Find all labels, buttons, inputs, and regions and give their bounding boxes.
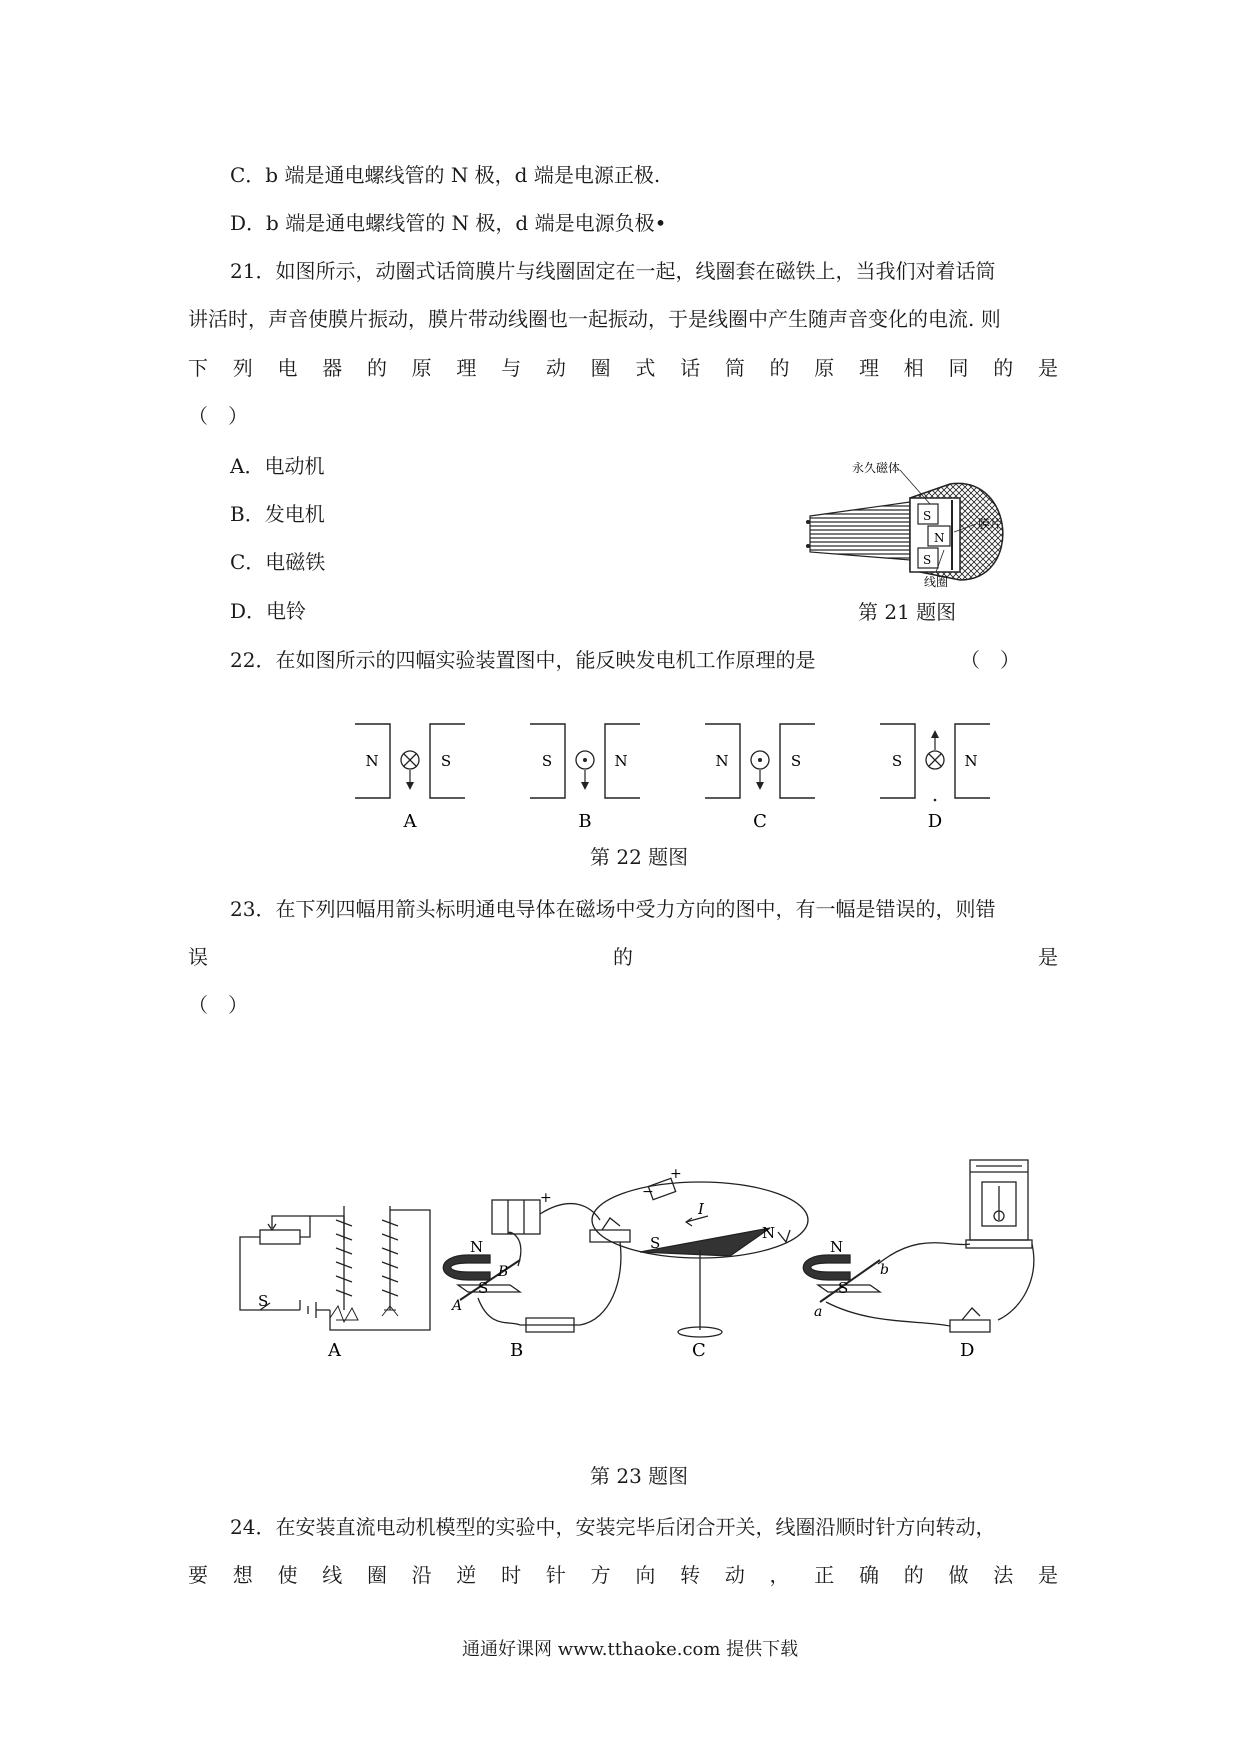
q21-option-d: D．电铃	[230, 599, 307, 623]
q23-d-rod-b: b	[880, 1262, 889, 1278]
q22-panel-b	[530, 724, 640, 832]
q22-panel-c	[705, 724, 815, 832]
q21-fig-label-magnet: 永久磁体	[852, 461, 901, 475]
q22-d-left-pole: S	[891, 752, 903, 770]
q21-answer-paren: （ ）	[188, 404, 248, 428]
q21-fig-pole-s-bottom: S	[923, 553, 932, 567]
q22-b-right-pole: N	[614, 752, 628, 770]
q22-c-left-pole: N	[715, 752, 729, 770]
q21-microphone-figure	[800, 460, 1020, 590]
q22-answer-paren: （ ）	[960, 648, 1020, 672]
q20-option-c: C．b 端是通电螺线管的 N 极，d 端是电源正极.	[230, 163, 661, 187]
q23-c-plus: +	[670, 1166, 682, 1182]
q23-panel-a	[240, 1206, 430, 1330]
q23-b-plus: +	[540, 1190, 552, 1206]
q22-c-right-pole: S	[790, 752, 802, 770]
q21-fig-pole-n: N	[934, 531, 945, 545]
q23-b-n: N	[470, 1238, 484, 1256]
q23-b-s: S	[478, 1279, 489, 1297]
q22-stem: 22．在如图所示的四幅实验装置图中，能反映发电机工作原理的是	[230, 648, 816, 672]
q23-c-s: S	[650, 1234, 661, 1252]
q22-a-left-pole: N	[365, 752, 379, 770]
q23-c-letter: C	[692, 1340, 706, 1361]
page-footer: 通通好课网 www.tthaoke.com 提供下载	[462, 1639, 799, 1660]
q23-panel-b	[443, 1200, 630, 1332]
q21-option-a: A．电动机	[230, 454, 325, 478]
q23-stem-line1: 23．在下列四幅用箭头标明通电导体在磁场中受力方向的图中，有一幅是错误的，则错	[230, 897, 996, 921]
q22-panel-a	[355, 724, 465, 832]
q21-fig-label-coil: 线圈	[924, 575, 949, 589]
q23-c-minus: −	[642, 1184, 654, 1200]
q22-panel-d	[880, 724, 990, 832]
q22-a-letter: A	[403, 811, 417, 832]
q22-figure	[340, 710, 1020, 840]
q23-c-current: I	[698, 1200, 704, 1218]
q22-a-right-pole: S	[440, 752, 452, 770]
q23-d-s: S	[838, 1279, 849, 1297]
q23-b-letter: B	[510, 1340, 524, 1361]
q23-b-rod-a: A	[452, 1298, 463, 1314]
q23-answer-paren: （ ）	[188, 993, 248, 1017]
q23-b-rod-b: B	[498, 1264, 509, 1280]
q23-a-switch-label: S	[258, 1292, 269, 1310]
q24-stem-line2: 要 想 使 线 圈 沿 逆 时 针 方 向 转 动 ， 正 确 的 做 法 是	[188, 1563, 1058, 1587]
q23-a-letter: A	[328, 1340, 341, 1361]
q23-d-rod-a: a	[814, 1304, 823, 1320]
q22-b-left-pole: S	[541, 752, 553, 770]
q21-figure-caption: 第 21 题图	[858, 600, 957, 624]
q20-option-d: D．b 端是通电螺线管的 N 极，d 端是电源负极•	[230, 211, 667, 235]
q22-c-letter: C	[753, 811, 767, 832]
q23-stem-line2: 误 的 是	[188, 945, 1058, 969]
q21-fig-pole-s-top: S	[923, 509, 932, 523]
q24-stem-line1: 24．在安装直流电动机模型的实验中，安装完毕后闭合开关，线圈沿顺时针方向转动，	[230, 1515, 996, 1539]
q23-figure	[230, 1160, 1060, 1360]
q23-c-n: N	[762, 1224, 776, 1242]
q22-d-letter: D	[927, 811, 943, 832]
q23-figure-caption: 第 23 题图	[590, 1464, 689, 1488]
q21-option-b: B．发电机	[230, 502, 325, 526]
q23-d-letter: D	[960, 1340, 975, 1361]
q22-b-letter: B	[578, 811, 592, 832]
q21-fig-label-diaphragm: 膜片	[978, 517, 1003, 531]
q21-stem-line1: 21．如图所示，动圈式话筒膜片与线圈固定在一起，线圈套在磁铁上，当我们对着话筒	[230, 259, 996, 283]
q22-figure-caption: 第 22 题图	[590, 845, 689, 869]
q23-d-n: N	[830, 1238, 844, 1256]
q21-option-c: C．电磁铁	[230, 550, 326, 574]
q21-stem-line2: 讲活时，声音使膜片振动，膜片带动线圈也一起振动，于是线圈中产生随声音变化的电流. 则	[188, 307, 1001, 331]
q21-stem-line3: 下 列 电 器 的 原 理 与 动 圈 式 话 筒 的 原 理 相 同 的 是	[188, 356, 1058, 380]
q22-d-right-pole: N	[964, 752, 978, 770]
